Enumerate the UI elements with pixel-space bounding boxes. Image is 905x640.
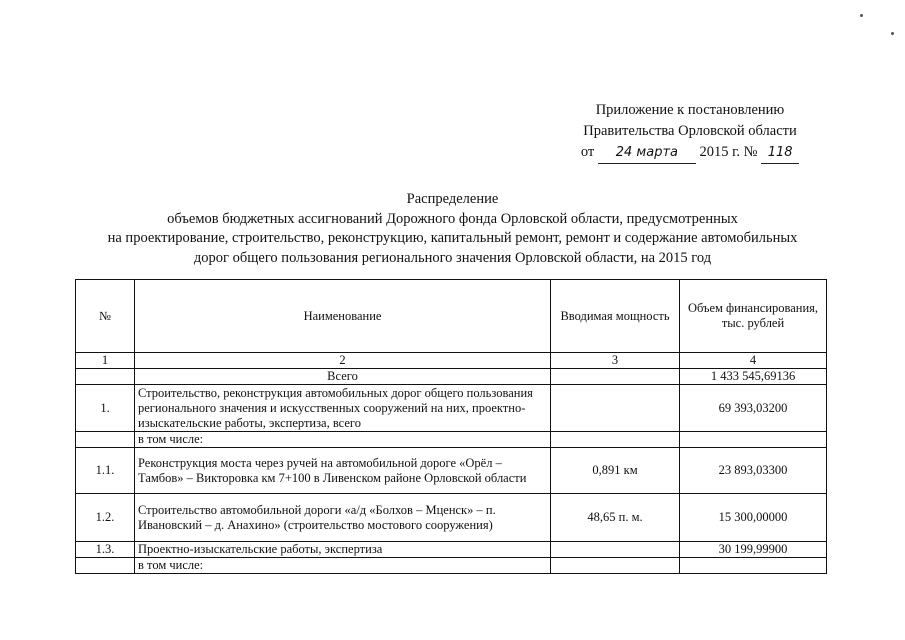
header-num: № xyxy=(76,280,135,353)
row-capacity xyxy=(551,542,680,558)
row-capacity: 48,65 п. м. xyxy=(551,494,680,542)
row-name: в том числе: xyxy=(135,558,551,574)
header-capacity: Вводимая мощность xyxy=(551,280,680,353)
scan-speck xyxy=(860,14,863,17)
row-financing: 69 393,03200 xyxy=(680,385,827,432)
heading-line-2: на проектирование, строительство, реконструкцию, капитальный ремонт, ремонт и содержание автомобильных xyxy=(107,230,798,246)
document-heading xyxy=(60,190,845,268)
header-name: Наименование xyxy=(135,280,551,353)
row-financing: 23 893,03300 xyxy=(680,448,827,494)
row-capacity: 0,891 км xyxy=(551,448,680,494)
row-financing: 30 199,99900 xyxy=(680,542,827,558)
scan-speck xyxy=(891,32,894,35)
row-num: 1.2. xyxy=(76,494,135,542)
handwritten-date: 24 марта xyxy=(598,142,696,164)
heading-line-3: дорог общего пользования регионального значения Орловской области, на 2015 год xyxy=(193,249,712,266)
index-cell: 1 xyxy=(76,353,135,369)
allocation-table xyxy=(75,279,827,574)
total-num-cell xyxy=(76,369,135,385)
approval-prefix: от xyxy=(580,144,595,160)
total-label: Всего xyxy=(135,369,551,385)
row-capacity xyxy=(551,432,680,448)
table-row xyxy=(76,494,827,542)
table-row xyxy=(76,432,827,448)
row-num: 1. xyxy=(76,385,135,432)
header-financing: Объем финансирования, тыс. рублей xyxy=(680,280,827,353)
row-financing: 15 300,00000 xyxy=(680,494,827,542)
row-name: Строительство автомобильной дороги «а/д «Болхов – Мценск» – п. Ивановский – д. Анахино» (строительство мостового сооружения) xyxy=(135,494,551,542)
total-row xyxy=(76,369,827,385)
row-name: Проектно-изыскательские работы, экспертиза xyxy=(135,542,551,558)
heading-title: Распределение xyxy=(406,191,499,207)
row-num xyxy=(76,558,135,574)
row-financing xyxy=(680,558,827,574)
table-row xyxy=(76,542,827,558)
table-header-row xyxy=(76,280,827,353)
approval-block xyxy=(545,100,835,164)
handwritten-number: 118 xyxy=(761,142,799,164)
approval-line-3 xyxy=(545,142,835,164)
row-num: 1.1. xyxy=(76,448,135,494)
table-row xyxy=(76,448,827,494)
row-num xyxy=(76,432,135,448)
total-capacity-cell xyxy=(551,369,680,385)
index-cell: 2 xyxy=(135,353,551,369)
approval-year: 2015 г. № xyxy=(699,144,758,160)
table-row xyxy=(76,558,827,574)
column-index-row xyxy=(76,353,827,369)
approval-line-1: Приложение к постановлению xyxy=(595,102,785,118)
row-name: Строительство, реконструкция автомобильных дорог общего пользования регионального значения и искусственных сооружений на них, проектно-изыскательские работы, экспертиза, всего xyxy=(135,385,551,432)
row-capacity xyxy=(551,558,680,574)
row-name: в том числе: xyxy=(135,432,551,448)
table-row xyxy=(76,385,827,432)
row-financing xyxy=(680,432,827,448)
index-cell: 4 xyxy=(680,353,827,369)
row-name: Реконструкция моста через ручей на автомобильной дороге «Орёл – Тамбов» – Викторовка км 7+100 в Ливенском районе Орловской области xyxy=(135,448,551,494)
row-capacity xyxy=(551,385,680,432)
heading-line-1: объемов бюджетных ассигнований Дорожного фонда Орловской области, предусмотренных xyxy=(167,210,738,227)
row-num: 1.3. xyxy=(76,542,135,558)
index-cell: 3 xyxy=(551,353,680,369)
approval-line-2: Правительства Орловской области xyxy=(583,123,797,139)
total-financing: 1 433 545,69136 xyxy=(680,369,827,385)
